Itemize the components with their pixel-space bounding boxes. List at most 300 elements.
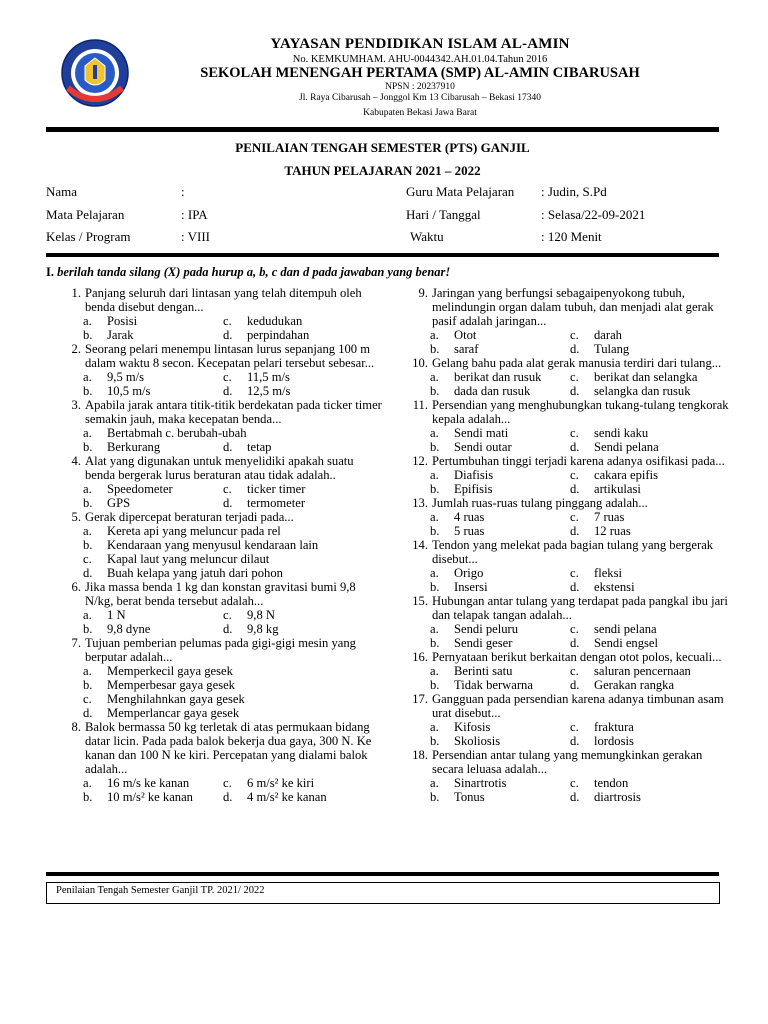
question-item (410, 650, 730, 664)
option-text: 9,8 N (247, 608, 275, 622)
option-text: Gerakan rangka (594, 678, 675, 692)
question-number: 16. (412, 650, 428, 664)
option-text: Jarak (107, 328, 134, 342)
option-text: Sendi outar (454, 440, 512, 454)
answer-option[interactable] (83, 440, 223, 454)
question-item (63, 454, 383, 482)
option-letter: c. (223, 314, 232, 328)
answer-options (410, 566, 730, 594)
answer-option[interactable] (83, 384, 223, 398)
option-text: Diafisis (454, 468, 494, 482)
option-letter: c. (223, 776, 232, 790)
answer-options (410, 328, 730, 356)
info-divider (46, 253, 719, 257)
answer-option[interactable] (570, 720, 720, 734)
answer-option[interactable] (223, 370, 373, 384)
question-item (410, 748, 730, 776)
option-text: Sendi pelana (594, 440, 659, 454)
answer-option[interactable] (430, 664, 570, 678)
question-text: Gangguan pada persendian karena adanya timbunan asam urat disebut... (432, 692, 724, 720)
option-letter: c. (570, 566, 579, 580)
option-text: Speedometer (107, 482, 173, 496)
info-row-3 (0, 229, 768, 247)
option-letter: b. (83, 678, 93, 692)
answer-options (63, 314, 383, 342)
answer-option[interactable] (430, 370, 570, 384)
answer-options (63, 482, 383, 510)
footer-divider (46, 872, 719, 876)
guru-value: : Judin, S.Pd (541, 184, 607, 199)
option-letter: a. (83, 608, 92, 622)
option-text: Insersi (454, 580, 488, 594)
answer-option[interactable] (430, 524, 570, 538)
answer-option[interactable] (570, 342, 720, 356)
option-letter: b. (430, 342, 440, 356)
mapel-value: : IPA (181, 207, 208, 222)
answer-option[interactable] (430, 328, 570, 342)
question-number: 6. (71, 580, 81, 594)
answer-option[interactable] (570, 580, 720, 594)
option-letter: c. (223, 608, 232, 622)
option-text: 9,8 dyne (107, 622, 151, 636)
option-letter: d. (223, 384, 233, 398)
option-letter: d. (570, 636, 580, 650)
option-text: GPS (107, 496, 131, 510)
question-text: Pertumbuhan tinggi terjadi karena adanya osifikasi pada... (432, 454, 725, 468)
option-text: 10,5 m/s (107, 384, 151, 398)
question-item (410, 398, 730, 426)
info-row-2 (0, 207, 768, 225)
option-text: 10 m/s² ke kanan (107, 790, 193, 804)
option-text: berikat dan selangka (594, 370, 698, 384)
option-letter: b. (430, 482, 440, 496)
option-text: Kifosis (454, 720, 491, 734)
option-letter: a. (83, 426, 92, 440)
question-item (410, 454, 730, 468)
question-number: 14. (412, 538, 428, 552)
exam-year: TAHUN PELAJARAN 2021 – 2022 (284, 163, 481, 178)
question-text: Persendian antar tulang yang memungkinkan gerakan secara leluasa adalah... (432, 748, 703, 776)
option-letter: a. (430, 328, 439, 342)
option-text: Origo (454, 566, 484, 580)
option-text: lordosis (594, 734, 634, 748)
option-letter: a. (83, 482, 92, 496)
question-text: Tujuan pemberian pelumas pada gigi-gigi mesin yang berputar adalah... (85, 636, 356, 664)
waktu-label: Waktu (410, 229, 444, 244)
question-number: 10. (412, 356, 428, 370)
option-text: 5 ruas (454, 524, 485, 538)
question-text: Seorang pelari menempu lintasan lurus sepanjang 100 m dalam waktu 8 secon. Kecepatan pelari tersebut sebesar... (85, 342, 375, 370)
answer-option[interactable] (570, 510, 720, 524)
option-letter: a. (430, 720, 439, 734)
option-text: Kapal laut yang meluncur dilaut (107, 552, 270, 566)
question-number: 13. (412, 496, 428, 510)
answer-option[interactable] (430, 678, 570, 692)
answer-option[interactable] (223, 622, 373, 636)
answer-option[interactable] (430, 636, 570, 650)
option-text: Buah kelapa yang jatuh dari pohon (107, 566, 283, 580)
answer-option[interactable] (570, 636, 720, 650)
answer-option[interactable] (83, 692, 373, 706)
option-text: 16 m/s ke kanan (107, 776, 190, 790)
option-text: fleksi (594, 566, 622, 580)
option-text: 6 m/s² ke kiri (247, 776, 315, 790)
question-text: Alat yang digunakan untuk menyelidiki apakah suatu benda bergerak lurus beraturan atau tidak adalah.. (85, 454, 354, 482)
question-text: Panjang seluruh dari lintasan yang telah ditempuh oleh benda disebut dengan... (85, 286, 362, 314)
question-item (410, 286, 730, 328)
answer-option[interactable] (83, 622, 223, 636)
option-text: Sinartrotis (454, 776, 507, 790)
option-text: darah (594, 328, 622, 342)
option-text: fraktura (594, 720, 634, 734)
answer-option[interactable] (223, 482, 373, 496)
option-letter: b. (83, 790, 93, 804)
option-letter: b. (83, 328, 93, 342)
option-letter: c. (570, 426, 579, 440)
option-text: 9,8 kg (247, 622, 279, 636)
answer-option[interactable] (83, 314, 223, 328)
question-number: 7. (71, 636, 81, 650)
answer-option[interactable] (430, 720, 570, 734)
option-letter: c. (570, 720, 579, 734)
option-text: saraf (454, 342, 479, 356)
option-text: Memperkecil gaya gesek (107, 664, 233, 678)
option-text: 4 m/s² ke kanan (247, 790, 327, 804)
answer-options (63, 664, 383, 720)
option-text: Sendi engsel (594, 636, 659, 650)
option-text: Tonus (454, 790, 485, 804)
answer-option[interactable] (83, 538, 373, 552)
option-letter: a. (430, 776, 439, 790)
school-logo (50, 38, 140, 108)
option-letter: d. (223, 496, 233, 510)
question-text: Pernyataan berikut berkaitan dengan otot polos, kecuali... (432, 650, 722, 664)
option-letter: b. (430, 384, 440, 398)
option-letter: b. (83, 384, 93, 398)
answer-option[interactable] (570, 734, 720, 748)
answer-option[interactable] (83, 678, 373, 692)
option-letter: a. (430, 426, 439, 440)
option-text: 11,5 m/s (247, 370, 290, 384)
option-letter: b. (83, 440, 93, 454)
school-address: Jl. Raya Cibarusah – Jonggol Km 13 Cibarusah – Bekasi 17340 (299, 93, 541, 103)
question-number: 12. (412, 454, 428, 468)
option-letter: d. (570, 580, 580, 594)
kelas-value: : VIII (181, 229, 211, 244)
question-item (410, 692, 730, 720)
school-name: SEKOLAH MENENGAH PERTAMA (SMP) AL-AMIN CIBARUSAH (200, 65, 640, 81)
instruction-text: berilah tanda silang (X) pada hurup a, b, c dan d pada jawaban yang benar! (57, 265, 451, 279)
answer-option[interactable] (430, 426, 570, 440)
option-letter: c. (223, 370, 232, 384)
answer-option[interactable] (83, 426, 247, 440)
option-text: tetap (247, 440, 272, 454)
answer-option[interactable] (570, 440, 720, 454)
option-letter: d. (570, 384, 580, 398)
answer-option[interactable] (570, 622, 720, 636)
option-text: Sendi geser (454, 636, 513, 650)
option-letter: b. (83, 496, 93, 510)
question-number: 2. (71, 342, 81, 356)
answer-options (410, 622, 730, 650)
answer-option[interactable] (570, 776, 720, 790)
option-letter: c. (570, 510, 579, 524)
answer-option[interactable] (83, 496, 223, 510)
kelas-label: Kelas / Program (46, 229, 131, 244)
option-letter: d. (223, 328, 233, 342)
footer-text: Penilaian Tengah Semester Ganjil TP. 2021/ 2022 (56, 885, 265, 896)
option-letter: a. (430, 370, 439, 384)
option-text: Posisi (107, 314, 138, 328)
answer-option[interactable] (223, 426, 373, 440)
option-text: artikulasi (594, 482, 641, 496)
question-item (63, 580, 383, 608)
instruction (46, 265, 450, 280)
question-number: 3. (71, 398, 81, 412)
option-text: dada dan rusuk (454, 384, 531, 398)
question-text: Jika massa benda 1 kg dan konstan gravitasi bumi 9,8 N/kg, berat benda tersebut adalah... (85, 580, 356, 608)
question-number: 18. (412, 748, 428, 762)
answer-option[interactable] (430, 342, 570, 356)
option-text: Memperlancar gaya gesek (107, 706, 240, 720)
option-letter: a. (430, 622, 439, 636)
answer-option[interactable] (223, 314, 373, 328)
answer-option[interactable] (570, 328, 720, 342)
option-text: Otot (454, 328, 477, 342)
option-letter: a. (430, 468, 439, 482)
option-letter: b. (430, 440, 440, 454)
answer-option[interactable] (570, 426, 720, 440)
option-text: 12 ruas (594, 524, 631, 538)
answer-option[interactable] (570, 370, 720, 384)
answer-option[interactable] (223, 608, 373, 622)
question-number: 1. (71, 286, 81, 300)
answer-options (63, 776, 383, 804)
question-item (63, 636, 383, 664)
option-letter: b. (430, 678, 440, 692)
question-number: 4. (71, 454, 81, 468)
answer-option[interactable] (223, 790, 373, 804)
question-item (410, 496, 730, 510)
answer-option[interactable] (430, 468, 570, 482)
info-row-1 (0, 184, 768, 202)
answer-option[interactable] (430, 622, 570, 636)
option-text: Memperbesar gaya gesek (107, 678, 235, 692)
answer-option[interactable] (223, 328, 373, 342)
question-text: Jumlah ruas-ruas tulang pinggang adalah... (432, 496, 648, 510)
answer-option[interactable] (430, 776, 570, 790)
option-text: Tidak berwarna (454, 678, 533, 692)
answer-option[interactable] (430, 510, 570, 524)
question-number: 17. (412, 692, 428, 706)
option-letter: a. (83, 370, 92, 384)
option-text: berikat dan rusuk (454, 370, 542, 384)
answer-option[interactable] (83, 566, 373, 580)
answer-option[interactable] (83, 524, 373, 538)
question-item (63, 342, 383, 370)
questions-right-column (410, 286, 730, 804)
option-text: ekstensi (594, 580, 635, 594)
answer-options (410, 370, 730, 398)
option-text: 9,5 m/s (107, 370, 145, 384)
option-text: cakara epifis (594, 468, 658, 482)
npsn: NPSN : 20237910 (385, 82, 455, 92)
answer-option[interactable] (223, 440, 373, 454)
foundation-name: YAYASAN PENDIDIKAN ISLAM AL-AMIN (270, 36, 570, 52)
answer-option[interactable] (430, 482, 570, 496)
question-text: Apabila jarak antara titik-titik berdekatan pada ticker timer semakin jauh, maka kecepatan benda... (85, 398, 382, 426)
answer-option[interactable] (83, 328, 223, 342)
answer-option[interactable] (83, 664, 373, 678)
option-letter: c. (223, 482, 232, 496)
question-number: 8. (71, 720, 81, 734)
option-letter: a. (430, 566, 439, 580)
option-letter: b. (430, 524, 440, 538)
answer-options (410, 720, 730, 748)
option-text: 1 N (107, 608, 126, 622)
answer-option[interactable] (83, 552, 373, 566)
option-letter: d. (223, 622, 233, 636)
option-text: sendi kaku (594, 426, 649, 440)
answer-option[interactable] (83, 790, 223, 804)
answer-option[interactable] (430, 580, 570, 594)
answer-option[interactable] (430, 566, 570, 580)
answer-option[interactable] (570, 524, 720, 538)
option-letter: c. (83, 692, 92, 706)
option-letter: d. (223, 440, 233, 454)
option-letter: c. (83, 552, 92, 566)
exam-title: PENILAIAN TENGAH SEMESTER (PTS) GANJIL (235, 140, 530, 155)
answer-option[interactable] (83, 370, 223, 384)
answer-option[interactable] (223, 776, 373, 790)
option-text: 7 ruas (594, 510, 625, 524)
mapel-label: Mata Pelajaran (46, 207, 125, 222)
option-letter: d. (570, 790, 580, 804)
option-text: diartrosis (594, 790, 641, 804)
option-letter: a. (83, 664, 92, 678)
option-letter: b. (430, 580, 440, 594)
option-letter: c. (570, 776, 579, 790)
question-text: Tendon yang melekat pada bagian tulang yang bergerak disebut... (432, 538, 714, 566)
option-text: Berkurang (107, 440, 161, 454)
answer-options (410, 426, 730, 454)
option-text: Epifisis (454, 482, 493, 496)
option-text: Tulang (594, 342, 630, 356)
answer-option[interactable] (430, 734, 570, 748)
answer-option[interactable] (570, 482, 720, 496)
option-letter: b. (430, 636, 440, 650)
question-text: Jaringan yang berfungsi sebagaipenyokong tubuh, melindungin organ dalam tubuh, dan menjadi alat gerak pasif adalah jaringan... (432, 286, 714, 328)
answer-options (63, 608, 383, 636)
answer-option[interactable] (570, 384, 720, 398)
option-text: tendon (594, 776, 629, 790)
option-letter: c. (570, 328, 579, 342)
answer-option[interactable] (570, 664, 720, 678)
option-text: Berinti satu (454, 664, 513, 678)
option-text: saluran pencernaan (594, 664, 691, 678)
option-letter: a. (430, 664, 439, 678)
option-letter: c. (570, 664, 579, 678)
option-letter: d. (570, 524, 580, 538)
header-divider (46, 127, 719, 132)
answer-option[interactable] (570, 790, 720, 804)
option-text: ticker timer (247, 482, 306, 496)
option-letter: b. (430, 734, 440, 748)
option-text: perpindahan (247, 328, 310, 342)
option-text: Sendi peluru (454, 622, 519, 636)
answer-options (410, 664, 730, 692)
hari-value: : Selasa/22-09-2021 (541, 207, 646, 222)
option-letter: d. (83, 566, 93, 580)
answer-option[interactable] (223, 496, 373, 510)
question-item (410, 594, 730, 622)
answer-option[interactable] (83, 776, 223, 790)
answer-option[interactable] (570, 468, 720, 482)
decree-number: No. KEMKUMHAM. AHU-0044342.AH.01.04.Tahun 2016 (292, 54, 548, 65)
question-text: Hubungan antar tulang yang terdapat pada pangkal ibu jari dan telapak tangan adalah... (432, 594, 728, 622)
option-text: Bertabmah c. berubah-ubah (107, 426, 247, 440)
waktu-value: : 120 Menit (541, 229, 602, 244)
answer-option[interactable] (570, 678, 720, 692)
option-text: Menghilahnkan gaya gesek (107, 692, 245, 706)
option-letter: d. (570, 482, 580, 496)
option-letter: a. (83, 314, 92, 328)
question-text: Gelang bahu pada alat gerak manusia terdiri dari tulang... (432, 356, 722, 370)
option-text: sendi pelana (594, 622, 657, 636)
answer-option[interactable] (430, 384, 570, 398)
option-letter: d. (570, 678, 580, 692)
option-letter: a. (430, 510, 439, 524)
answer-options (410, 510, 730, 538)
answer-option[interactable] (570, 566, 720, 580)
school-region: Kabupaten Bekasi Jawa Barat (363, 108, 477, 118)
option-letter: c. (570, 468, 579, 482)
option-letter: d. (570, 734, 580, 748)
option-letter: d. (83, 706, 93, 720)
option-text: 12,5 m/s (247, 384, 291, 398)
answer-option[interactable] (83, 608, 223, 622)
answer-options (410, 776, 730, 804)
answer-options (410, 468, 730, 496)
question-item (63, 720, 383, 776)
option-text: Skoliosis (454, 734, 501, 748)
option-letter: b. (430, 790, 440, 804)
question-text: Balok bermassa 50 kg terletak di atas permukaan bidang datar licin. Pada pada balok bekerja dua gaya, 300 N. Ke kanan dan 100 N ke kiri. Percepatan yang dialami balok adalah... (85, 720, 372, 776)
question-text: Gerak dipercepat beraturan terjadi pada... (85, 510, 294, 524)
question-number: 15. (412, 594, 428, 608)
answer-option[interactable] (83, 706, 373, 720)
guru-label: Guru Mata Pelajaran (406, 184, 515, 199)
answer-option[interactable] (430, 790, 570, 804)
question-item (63, 510, 383, 524)
nama-value: : (181, 184, 185, 199)
question-number: 5. (71, 510, 81, 524)
answer-option[interactable] (430, 440, 570, 454)
instruction-roman: I. (46, 265, 54, 279)
answer-options (63, 426, 383, 454)
question-item (63, 398, 383, 426)
answer-option[interactable] (83, 482, 223, 496)
answer-option[interactable] (223, 384, 373, 398)
option-letter: c. (570, 622, 579, 636)
option-text: selangka dan rusuk (594, 384, 691, 398)
nama-label: Nama (46, 184, 78, 199)
question-number: 9. (418, 286, 428, 300)
answer-options (63, 524, 383, 580)
option-letter: d. (223, 790, 233, 804)
option-letter: d. (570, 440, 580, 454)
option-letter: a. (83, 776, 92, 790)
